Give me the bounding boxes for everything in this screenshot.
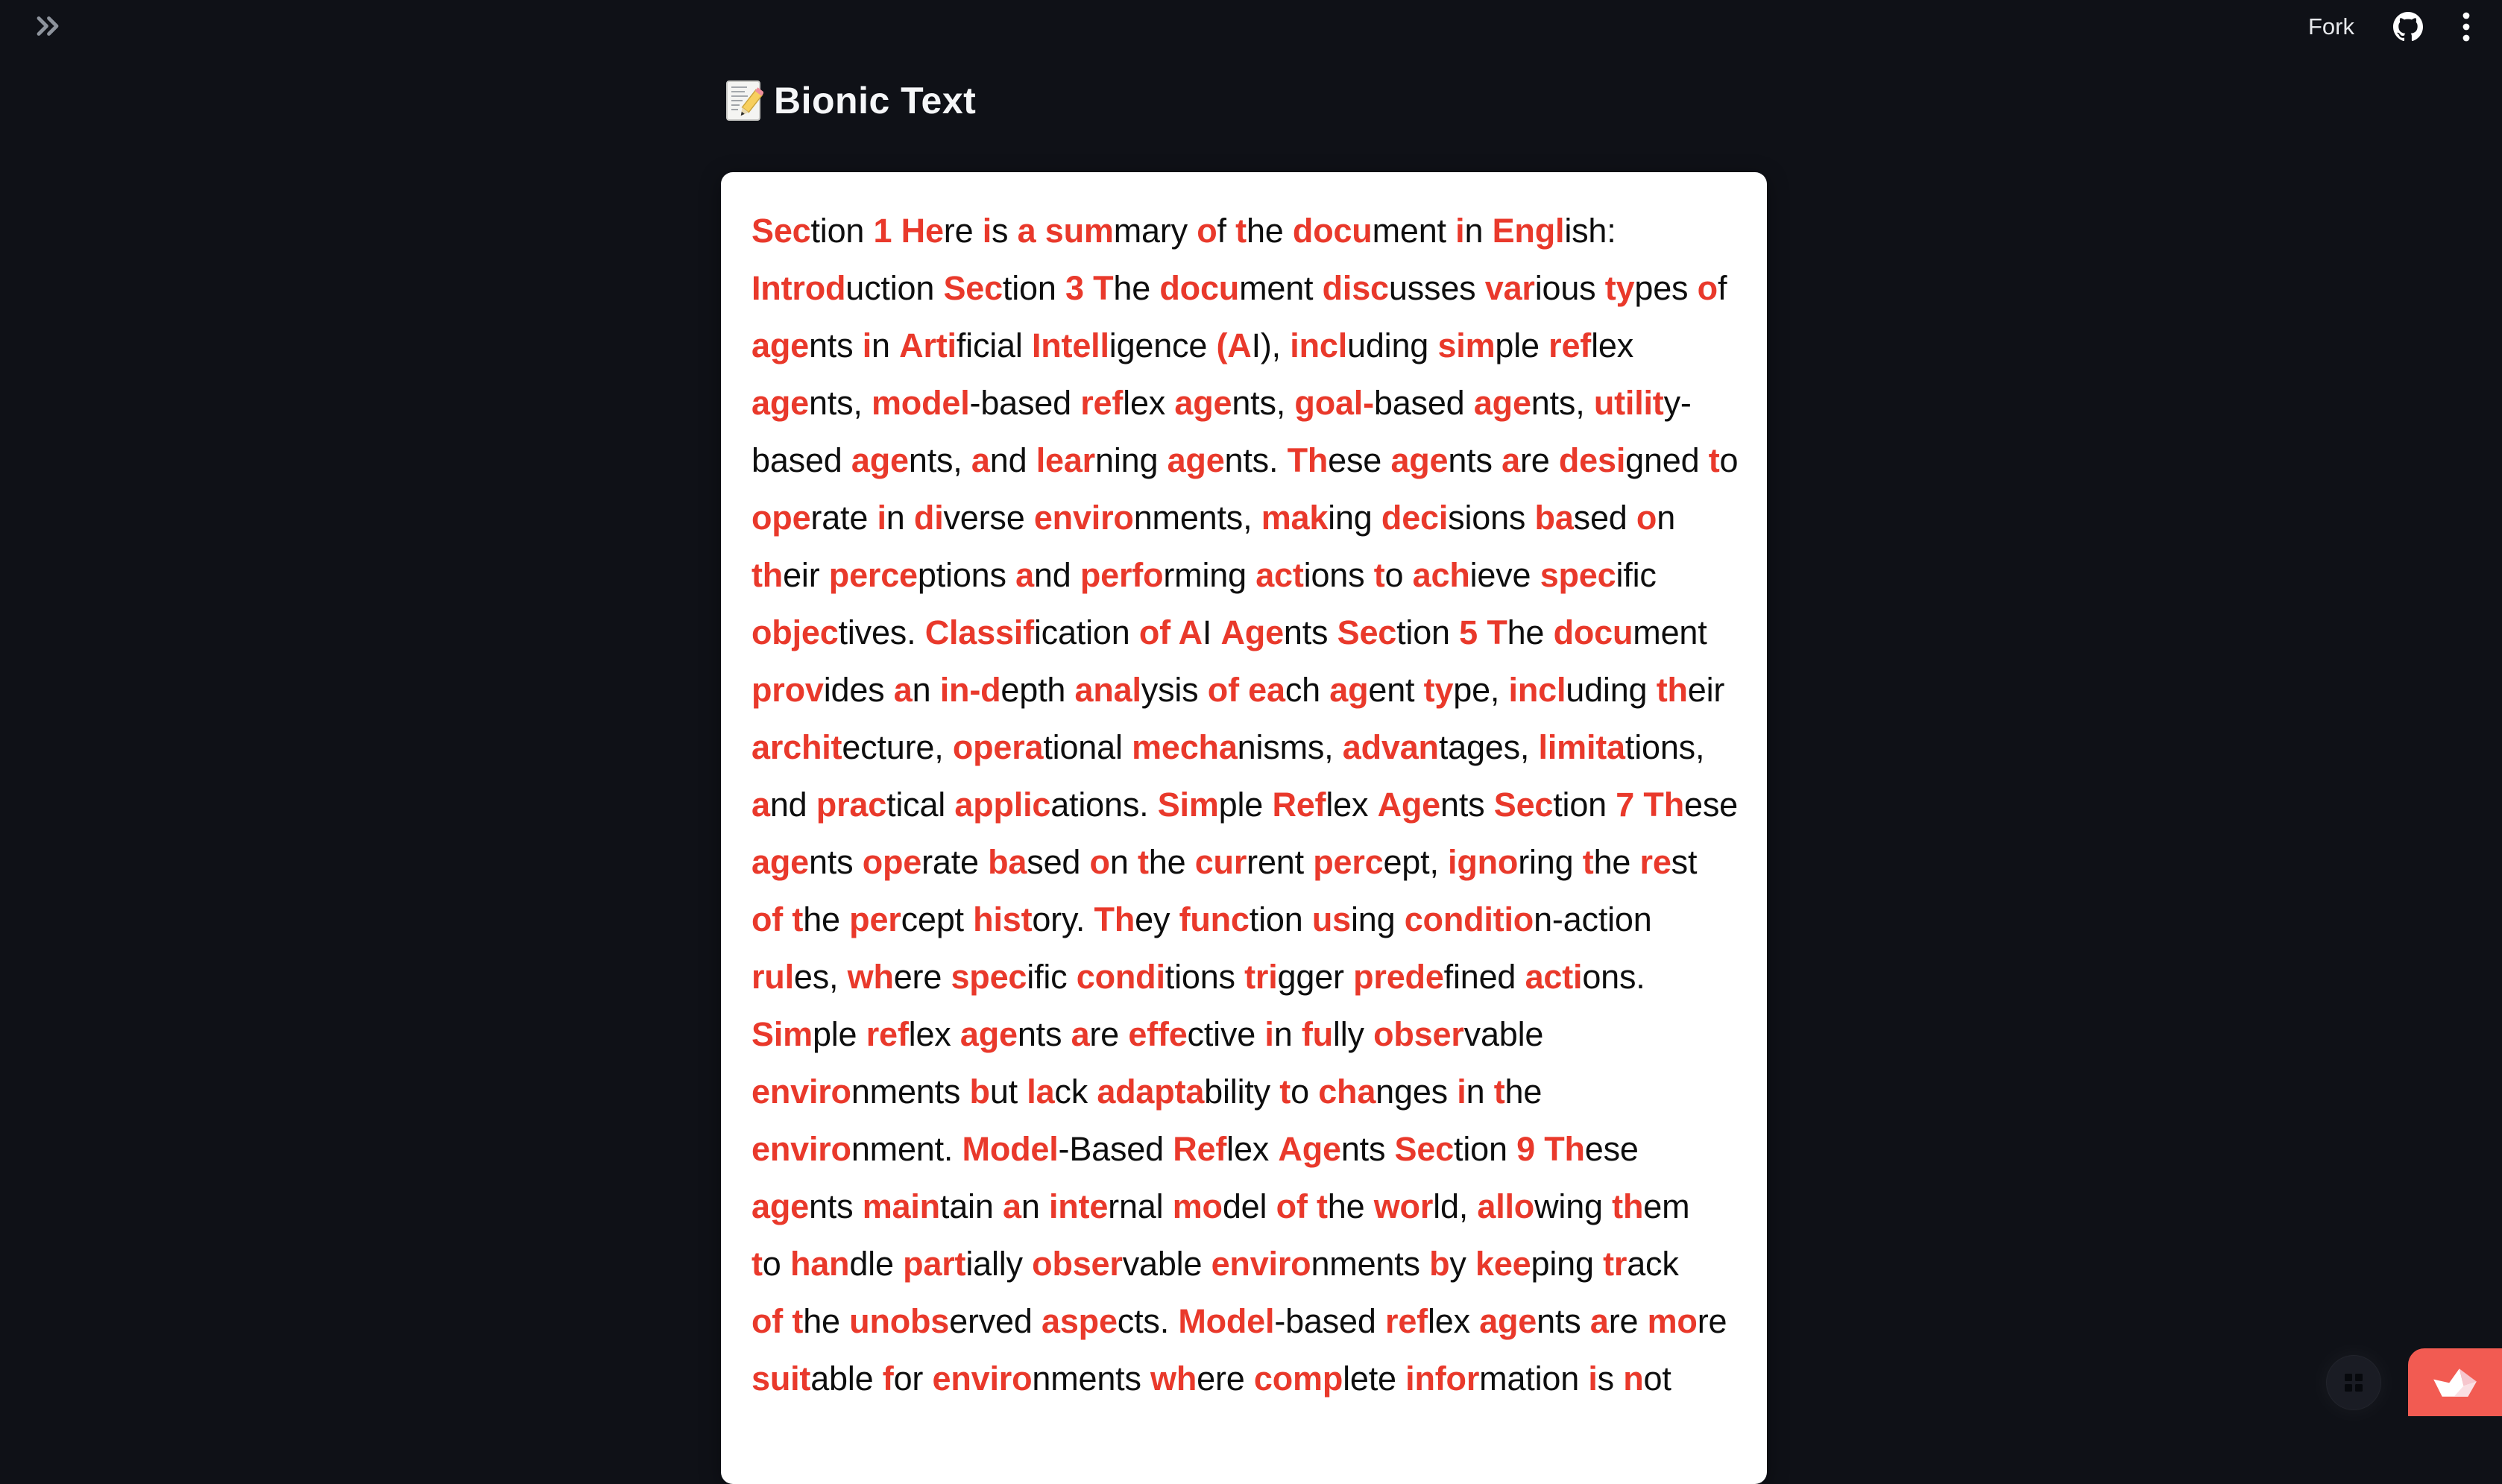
text-line: rules, where specific conditions trigger predefined actions. <box>751 958 1645 996</box>
crown-logo-icon <box>2428 1364 2482 1401</box>
text-line: of the percept history. They function using condition-action <box>751 900 1652 938</box>
github-link[interactable] <box>2393 12 2423 42</box>
expand-sidebar-button[interactable] <box>34 15 61 37</box>
topbar <box>0 0 2502 57</box>
text-line: suitable for environments where complete information is not <box>751 1360 1671 1398</box>
text-line: architecture, operational mechanisms, advantages, limitations, <box>751 728 1705 766</box>
text-line: of the unobserved aspects. Model-based reflex agents are more <box>751 1302 1727 1340</box>
text-line: agents in Artificial Intelligence (AI), including simple reflex <box>751 326 1634 364</box>
apps-grid-button[interactable] <box>2326 1355 2381 1410</box>
text-line: environments but lack adaptability to changes in the <box>751 1073 1543 1111</box>
text-line: and practical applications. Simple Reflex Agents Section 7 These <box>751 786 1738 824</box>
text-line: Section 1 Here is a summary of the document in English: <box>751 212 1616 250</box>
github-icon <box>2393 33 2423 44</box>
text-line: based agents, and learning agents. These agents are designed to <box>751 441 1739 479</box>
memo-icon <box>725 80 763 121</box>
text-line: their perceptions and performing actions to achieve specific <box>751 556 1657 594</box>
text-line: to handle partially observable environments by keeping track <box>751 1245 1679 1283</box>
text-line: operate in diverse environments, making decisions based on <box>751 499 1676 537</box>
text-line: Simple reflex agents are effective in fully observable <box>751 1015 1544 1053</box>
text-line: agents maintain an internal model of the world, allowing them <box>751 1187 1690 1225</box>
text-line: provides an in-depth analysis of each agent type, including their <box>751 671 1725 709</box>
text-line: objectives. Classification of AI Agents Section 5 The document <box>751 613 1707 651</box>
brand-logo-button[interactable] <box>2408 1348 2502 1416</box>
text-line: agents, model-based reflex agents, goal-based agents, utility- <box>751 384 1692 422</box>
apps-grid-icon <box>2344 1373 2363 1392</box>
bionic-text <box>751 202 1739 1407</box>
fork-button[interactable]: Fork <box>2308 13 2354 40</box>
page-title-text: Bionic Text <box>774 80 977 121</box>
text-line: Introduction Section 3 The document discusses various types of <box>751 269 1727 307</box>
kebab-menu-button[interactable] <box>2462 10 2471 43</box>
kebab-menu-icon <box>2462 34 2471 45</box>
text-line: agents operate based on the current percept, ignoring the rest <box>751 843 1698 881</box>
bionic-text-card <box>721 172 1767 1484</box>
expand-chevrons-icon <box>34 28 61 40</box>
page-title <box>725 79 976 122</box>
text-line: environment. Model-Based Reflex Agents Section 9 These <box>751 1130 1639 1168</box>
